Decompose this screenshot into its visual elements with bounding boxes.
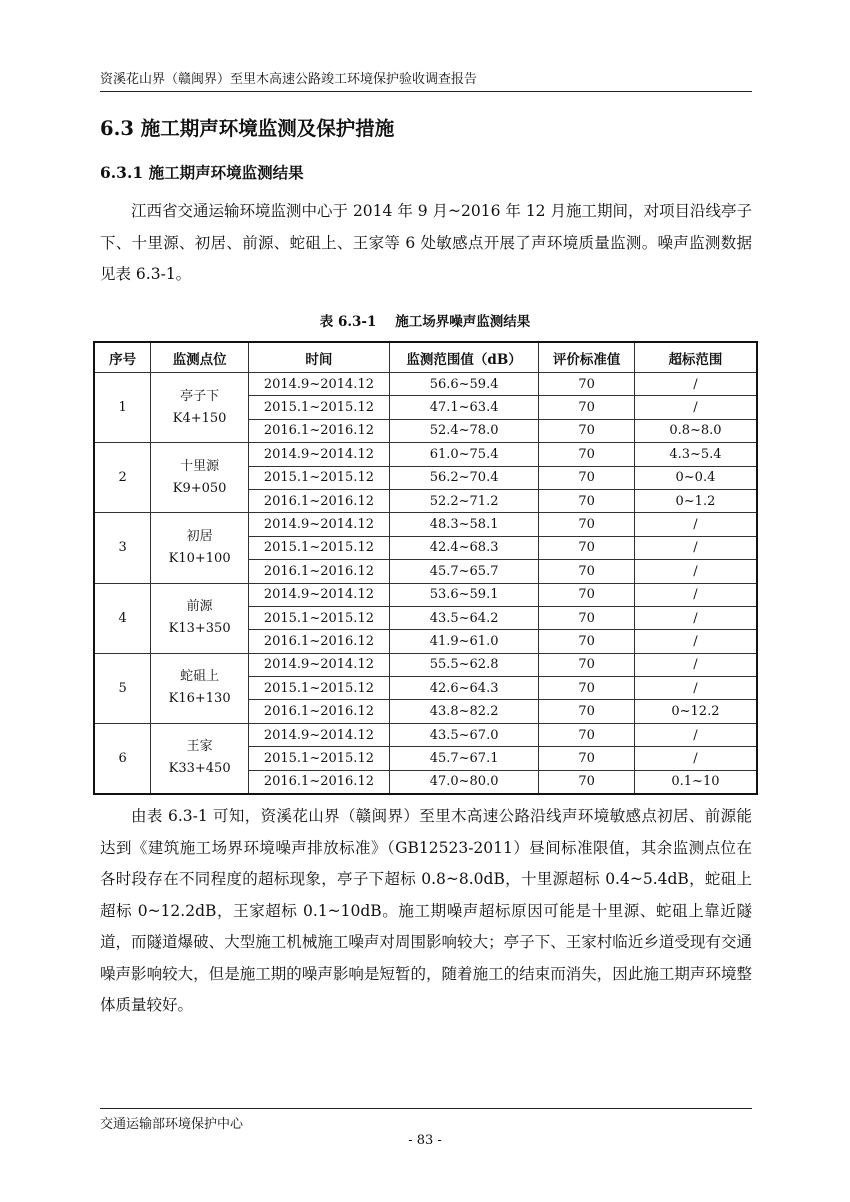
standard-cell: 70: [539, 396, 635, 419]
exceed-cell: /: [634, 560, 757, 583]
range-cell: 48.3~58.1: [389, 513, 539, 536]
exceed-cell: 0~1.2: [634, 489, 757, 512]
running-footer: 交通运输部环境保护中心: [100, 1108, 752, 1132]
period-cell: 2016.1~2016.12: [249, 700, 390, 723]
range-cell: 52.2~71.2: [389, 489, 539, 512]
standard-cell: 70: [539, 443, 635, 466]
range-cell: 52.4~78.0: [389, 419, 539, 442]
exceed-cell: /: [634, 723, 757, 746]
site-name: 亭子下: [180, 388, 220, 404]
standard-cell: 70: [539, 373, 635, 396]
site-name: 十里源: [180, 458, 220, 474]
section-title: 施工期声环境监测及保护措施: [140, 117, 395, 140]
period-cell: 2014.9~2014.12: [249, 513, 390, 536]
exceed-cell: /: [634, 583, 757, 606]
period-cell: 2015.1~2015.12: [249, 396, 390, 419]
header-cell: 超标范围: [634, 342, 757, 373]
running-header: 资溪花山界（赣闽界）至里木高速公路竣工环境保护验收调查报告: [100, 68, 752, 92]
standard-cell: 70: [539, 747, 635, 770]
header-cell: 时间: [249, 342, 390, 373]
site-cell: [151, 513, 249, 583]
range-cell: 43.5~64.2: [389, 606, 539, 629]
site-name: 王家: [186, 739, 213, 755]
standard-cell: 70: [539, 700, 635, 723]
range-cell: 47.0~80.0: [389, 770, 539, 794]
section-number: 6.3: [100, 117, 134, 140]
standard-cell: 70: [539, 653, 635, 676]
section-heading: [100, 113, 394, 141]
subsection-title: 施工期声环境监测结果: [148, 163, 304, 182]
range-cell: 56.2~70.4: [389, 466, 539, 489]
site-name: 前源: [186, 599, 213, 615]
site-number-cell: 3: [94, 513, 151, 583]
range-cell: 42.6~64.3: [389, 677, 539, 700]
table-header-row: [94, 342, 757, 373]
range-cell: 55.5~62.8: [389, 653, 539, 676]
table-row: [94, 443, 757, 466]
table-caption-number: 表 6.3-1: [319, 314, 377, 330]
site-number-cell: 5: [94, 653, 151, 723]
period-cell: 2015.1~2015.12: [249, 466, 390, 489]
standard-cell: 70: [539, 583, 635, 606]
period-cell: 2014.9~2014.12: [249, 653, 390, 676]
table-row: [94, 723, 757, 746]
site-number-cell: 1: [94, 373, 151, 443]
range-cell: 47.1~63.4: [389, 396, 539, 419]
table-body: [94, 373, 757, 795]
standard-cell: 70: [539, 419, 635, 442]
exceed-cell: /: [634, 396, 757, 419]
table-row: [94, 583, 757, 606]
conclusion-paragraph: 由表 6.3-1 可知，资溪花山界（赣闽界）至里木高速公路沿线声环境敏感点初居、前源能达到《建筑施工场界环境噪声排放标准》（GB12523-2011）昼间标准限值，其余监测点位在各时段存在不同程度的超标现象，亭子下超标 0.8~8.0dB，十里源超标 0.4~5.4dB，蛇砠上超标 0~12.2dB，王家超标 0.1~10dB。施工期噪声超标原因可能是十里源、蛇砠上靠近隧道，而隧道爆破、大型施工机械施工噪声对周围影响较大；亭子下、王家村临近乡道受现有交通噪声影响较大，但是施工期的噪声影响是短暂的，随着施工的结束而消失，因此施工期声环境整体质量较好。: [100, 807, 752, 1014]
table-row: [94, 373, 757, 396]
range-cell: 41.9~61.0: [389, 630, 539, 653]
site-number-cell: 2: [94, 443, 151, 513]
page-number: - 83 -: [408, 1133, 442, 1148]
period-cell: 2015.1~2015.12: [249, 606, 390, 629]
subsection-heading: [100, 161, 304, 183]
range-cell: 45.7~65.7: [389, 560, 539, 583]
standard-cell: 70: [539, 770, 635, 794]
standard-cell: 70: [539, 536, 635, 559]
standard-cell: 70: [539, 560, 635, 583]
site-stake: K10+100: [168, 550, 231, 566]
header-cell: 监测范围值（dB）: [389, 342, 539, 373]
site-cell: [151, 443, 249, 513]
exceed-cell: /: [634, 513, 757, 536]
period-cell: 2014.9~2014.12: [249, 443, 390, 466]
range-cell: 45.7~67.1: [389, 747, 539, 770]
period-cell: 2014.9~2014.12: [249, 373, 390, 396]
standard-cell: 70: [539, 723, 635, 746]
site-stake: K9+050: [172, 480, 227, 496]
exceed-cell: 4.3~5.4: [634, 443, 757, 466]
exceed-cell: /: [634, 653, 757, 676]
exceed-cell: 0.1~10: [634, 770, 757, 794]
period-cell: 2015.1~2015.12: [249, 677, 390, 700]
period-cell: 2015.1~2015.12: [249, 747, 390, 770]
range-cell: 53.6~59.1: [389, 583, 539, 606]
exceed-cell: /: [634, 606, 757, 629]
site-stake: K4+150: [172, 410, 227, 426]
period-cell: 2016.1~2016.12: [249, 560, 390, 583]
period-cell: 2014.9~2014.12: [249, 723, 390, 746]
standard-cell: 70: [539, 489, 635, 512]
standard-cell: 70: [539, 677, 635, 700]
period-cell: 2016.1~2016.12: [249, 419, 390, 442]
exceed-cell: /: [634, 630, 757, 653]
exceed-cell: 0.8~8.0: [634, 419, 757, 442]
exceed-cell: 0~0.4: [634, 466, 757, 489]
exceed-cell: /: [634, 536, 757, 559]
standard-cell: 70: [539, 630, 635, 653]
standard-cell: 70: [539, 513, 635, 536]
site-name: 蛇砠上: [180, 669, 220, 685]
site-stake: K33+450: [168, 761, 231, 777]
range-cell: 61.0~75.4: [389, 443, 539, 466]
table-row: [94, 513, 757, 536]
site-cell: [151, 583, 249, 653]
site-name: 初居: [186, 528, 213, 544]
standard-cell: 70: [539, 466, 635, 489]
header-cell: 序号: [94, 342, 151, 373]
exceed-cell: /: [634, 747, 757, 770]
exceed-cell: /: [634, 373, 757, 396]
site-stake: K16+130: [168, 691, 231, 707]
site-stake: K13+350: [168, 621, 231, 637]
period-cell: 2014.9~2014.12: [249, 583, 390, 606]
site-cell: [151, 723, 249, 794]
period-cell: 2016.1~2016.12: [249, 630, 390, 653]
site-number-cell: 6: [94, 723, 151, 794]
table-row: [94, 653, 757, 676]
range-cell: 43.8~82.2: [389, 700, 539, 723]
exceed-cell: 0~12.2: [634, 700, 757, 723]
noise-monitoring-table: [93, 341, 758, 795]
range-cell: 56.6~59.4: [389, 373, 539, 396]
header-cell: 评价标准值: [539, 342, 635, 373]
site-cell: [151, 373, 249, 443]
exceed-cell: /: [634, 677, 757, 700]
intro-paragraph: 江西省交通运输环境监测中心于 2014 年 9 月~2016 年 12 月施工期间，对项目沿线亭子下、十里源、初居、前源、蛇砠上、王家等 6 处敏感点开展了声环境质量监测。噪声监测数据见表 6.3-1。: [100, 202, 752, 283]
period-cell: 2015.1~2015.12: [249, 536, 390, 559]
header-cell: 监测点位: [151, 342, 249, 373]
subsection-number: 6.3.1: [100, 163, 144, 182]
period-cell: 2016.1~2016.12: [249, 770, 390, 794]
table-caption-title: 施工场界噪声监测结果: [395, 314, 531, 330]
site-number-cell: 4: [94, 583, 151, 653]
site-cell: [151, 653, 249, 723]
table-caption: [0, 310, 850, 330]
period-cell: 2016.1~2016.12: [249, 489, 390, 512]
range-cell: 43.5~67.0: [389, 723, 539, 746]
range-cell: 42.4~68.3: [389, 536, 539, 559]
standard-cell: 70: [539, 606, 635, 629]
